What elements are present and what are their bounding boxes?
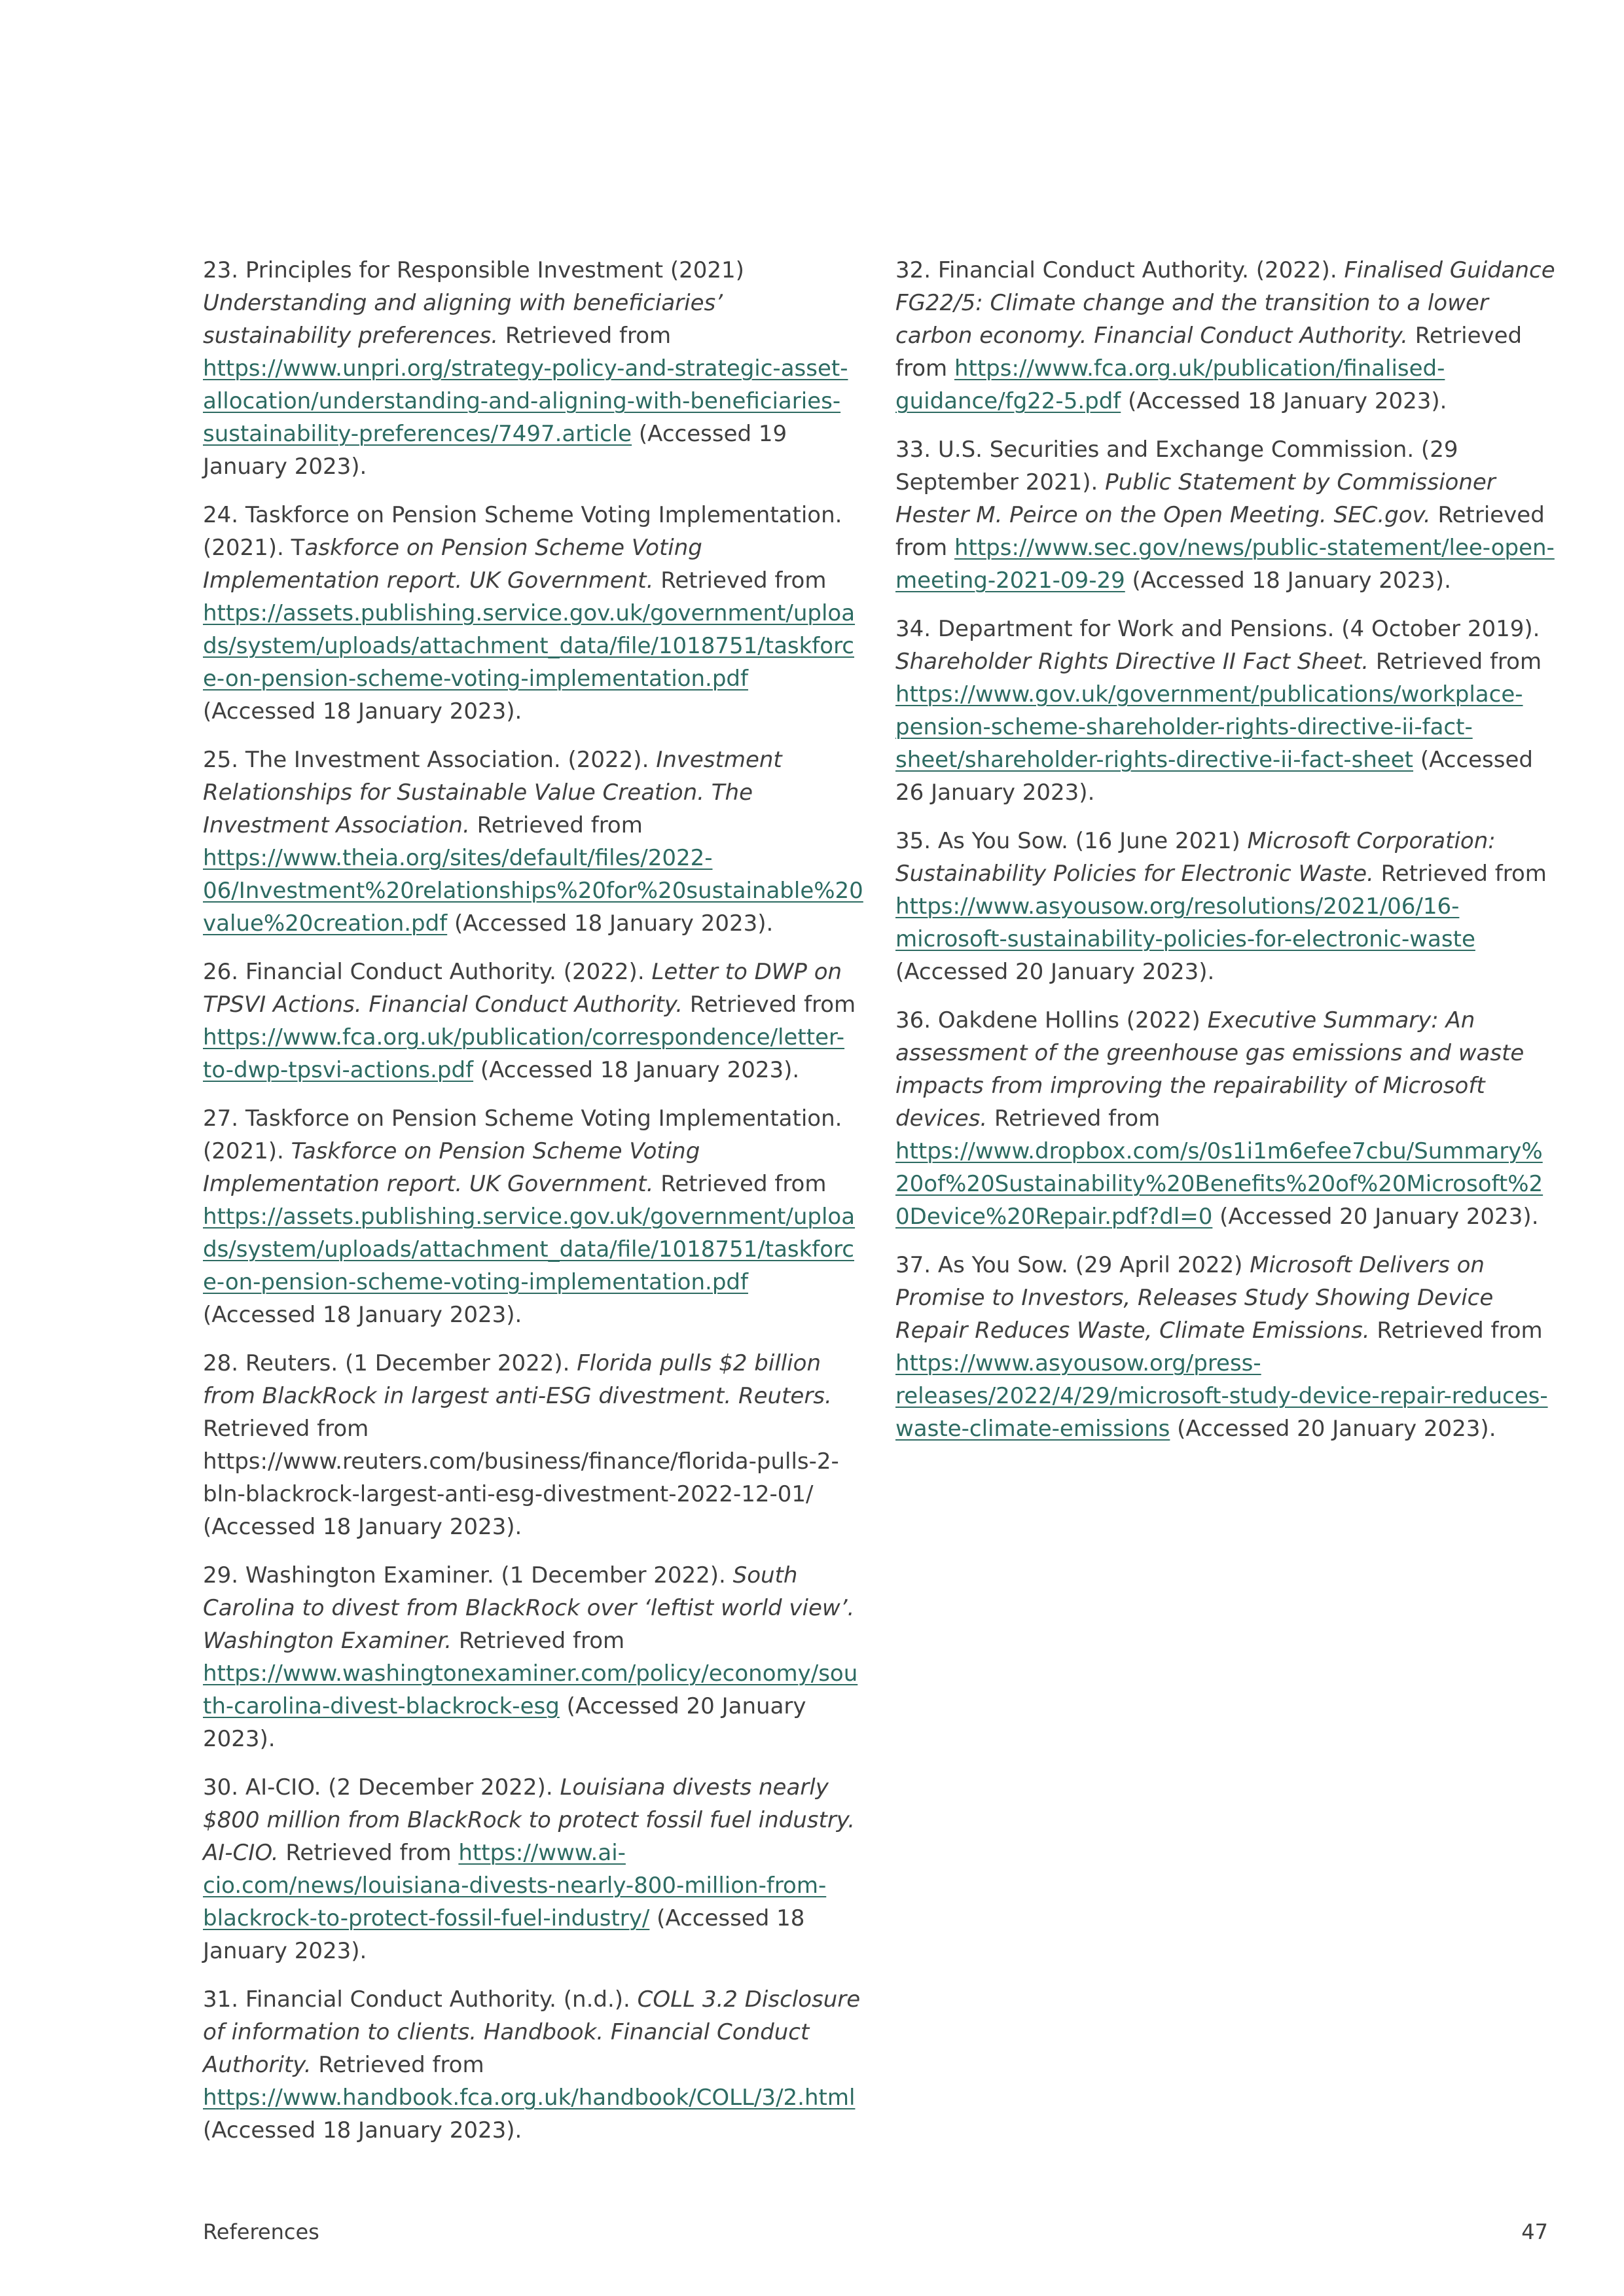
reference-accessed-date: (Accessed 18 January 2023). (203, 1302, 522, 1328)
reference-author-date: 27. Taskforce on Pension Scheme Voting Implementation. (2021). (203, 1105, 842, 1164)
reference-accessed-date: (Accessed 18 January 2023). (473, 1057, 800, 1083)
reference-retrieved-label: Retrieved from (895, 323, 1523, 382)
reference-accessed-date: (Accessed 18 January 2023). (203, 1905, 805, 1964)
reference-entry (895, 433, 1557, 597)
reference-title: Letter to DWP on TPSVI Actions. Financial Conduct Authority. (203, 959, 842, 1018)
reference-accessed-date: (Accessed 20 January 2023). (1212, 1204, 1539, 1230)
reference-title: Louisiana divests nearly $800 million from BlackRock to protect fossil fuel industry. AI-CIO. (203, 1774, 856, 1866)
reference-link[interactable]: https://www.handbook.fca.org.uk/handbook/COLL/3/2.html (203, 2085, 856, 2111)
reference-link[interactable]: https://www.dropbox.com/s/0s1i1m6efee7cbu/Summary%20of%20Sustainability%20Benefits%20of%20Microsoft%20Device%20Repair.pdf?dl=0 (895, 1138, 1543, 1230)
reference-accessed-date: (Accessed 18 January 2023). (203, 698, 522, 725)
reference-link[interactable]: https://www.asyousow.org/press-releases/2022/4/29/microsoft-study-device-repair-reduces-waste-climate-emissions (895, 1350, 1548, 1442)
reference-retrieved-label: Retrieved from (987, 1105, 1161, 1132)
page-number: 47 (1521, 2219, 1548, 2244)
reference-accessed-date: (Accessed 18 January 2023). (203, 2117, 522, 2144)
reference-link[interactable]: https://www.unpri.org/strategy-policy-and-strategic-asset-allocation/understanding-and-aligning-with-beneficiaries-sustainability-preferences/7497.article (203, 355, 848, 447)
reference-entry (203, 1983, 864, 2147)
reference-author-date: 31. Financial Conduct Authority. (n.d.). (203, 1986, 638, 2013)
reference-entry (203, 744, 864, 940)
reference-link[interactable]: https://www.ai-cio.com/news/louisiana-divests-nearly-800-million-from-blackrock-to-protect-fossil-fuel-industry/ (203, 1840, 827, 1931)
reference-author-date: 32. Financial Conduct Authority. (2022). (895, 257, 1344, 283)
reference-title: COLL 3.2 Disclosure of information to clients. Handbook. Financial Conduct Authority. (203, 1986, 861, 2078)
reference-link[interactable]: https://www.fca.org.uk/publication/finalised-guidance/fg22-5.pdf (895, 355, 1445, 414)
reference-retrieved-label: Retrieved from (311, 2052, 484, 2078)
reference-title: Finalised Guidance FG22/5: Climate change and the transition to a lower carbon economy. Financial Conduct Authority. (895, 257, 1555, 349)
reference-entry (203, 1771, 864, 1967)
reference-accessed-date: (Accessed 20 January 2023). (1170, 1416, 1496, 1442)
reference-entry (203, 1102, 864, 1331)
reference-retrieved-label: Retrieved from (683, 992, 856, 1018)
reference-title: Taskforce on Pension Scheme Voting Implementation report. UK Government. (203, 1138, 700, 1197)
reference-entry (203, 1559, 864, 1755)
reference-link[interactable]: https://assets.publishing.service.gov.uk/government/uploads/system/uploads/attachment_data/file/1018751/taskforce-on-pension-scheme-voting-implementation.pdf (203, 1204, 856, 1295)
reference-author-date: 25. The Investment Association. (2022). (203, 747, 657, 773)
reference-entry (203, 254, 864, 483)
reference-accessed-date: (Accessed 18 January 2023). (447, 910, 774, 937)
reference-author-date: 37. As You Sow. (29 April 2022) (895, 1252, 1250, 1278)
reference-title: Microsoft Corporation: Sustainability Policies for Electronic Waste. (895, 828, 1496, 887)
reference-accessed-date: (Accessed 20 January 2023). (895, 959, 1215, 985)
reference-entry (203, 1347, 864, 1543)
reference-accessed-date: (Accessed 18 January 2023). (1121, 388, 1447, 414)
references-left-column (203, 254, 864, 2162)
reference-retrieved-label: Retrieved from (469, 812, 643, 838)
reference-retrieved-label: Retrieved from (1373, 861, 1547, 887)
reference-title: Understanding and aligning with beneficiaries’ sustainability preferences. (203, 290, 723, 349)
reference-entry (895, 1004, 1557, 1233)
reference-author-date: 29. Washington Examiner. (1 December 2022). (203, 1562, 733, 1588)
reference-accessed-date: (Accessed 18 January 2023). (1125, 567, 1451, 594)
reference-retrieved-label: Retrieved from (1369, 1318, 1543, 1344)
reference-retrieved-label: Retrieved from (653, 1171, 827, 1197)
reference-author-date: 30. AI-CIO. (2 December 2022). (203, 1774, 560, 1801)
reference-link[interactable]: https://www.fca.org.uk/publication/correspondence/letter-to-dwp-tpsvi-actions.pdf (203, 1024, 845, 1083)
reference-title: Public Statement by Commissioner Hester M. Peirce on the Open Meeting. SEC.gov. (895, 469, 1496, 528)
reference-accessed-date: (Accessed 26 January 2023). (895, 747, 1533, 806)
reference-title: Microsoft Delivers on Promise to Investors, Releases Study Showing Device Repair Reduces Waste, Climate Emissions. (895, 1252, 1494, 1344)
reference-entry (895, 825, 1557, 988)
reference-title: Executive Summary: An assessment of the greenhouse gas emissions and waste impacts from improving the repairability of Microsoft devices. (895, 1007, 1525, 1132)
reference-link[interactable]: https://www.asyousow.org/resolutions/2021/06/16-microsoft-sustainability-policies-for-electronic-waste (895, 893, 1475, 952)
reference-retrieved-label: Retrieved from https://www.reuters.com/business/finance/florida-pulls-2-bln-blackrock-largest-anti-esg-divestment-2022-12-01/ (Accessed 18 January 2023). (203, 1416, 839, 1540)
reference-title: askforce on Pension Scheme Voting Implementation report. UK Government. (203, 535, 702, 594)
reference-retrieved-label: Retrieved from (1369, 649, 1542, 675)
reference-title: Shareholder Rights Directive II Fact Sheet. (895, 649, 1369, 675)
reference-author-date: 35. As You Sow. (16 June 2021) (895, 828, 1248, 854)
reference-title: South Carolina to divest from BlackRock over ‘leftist world view’. Washington Examiner. (203, 1562, 855, 1654)
reference-author-date: 33. U.S. Securities and Exchange Commission. (29 September 2021). (895, 437, 1458, 495)
reference-accessed-date: (Accessed 20 January 2023). (203, 1693, 806, 1752)
footer-section-title: References (203, 2219, 319, 2244)
reference-author-date: 36. Oakdene Hollins (2022) (895, 1007, 1208, 1033)
reference-entry (203, 956, 864, 1086)
reference-retrieved-label: Retrieved from (278, 1840, 459, 1866)
reference-title: Florida pulls $2 billion from BlackRock in largest anti-ESG divestment. Reuters. (203, 1350, 832, 1409)
reference-author-date: 34. Department for Work and Pensions. (4 October 2019). (895, 616, 1540, 642)
reference-entry (895, 1249, 1557, 1445)
references-right-column (895, 254, 1557, 1461)
reference-author-date: 23. Principles for Responsible Investment (2021) (203, 257, 744, 283)
reference-retrieved-label: Retrieved from (452, 1628, 625, 1654)
reference-author-date: 26. Financial Conduct Authority. (2022). (203, 959, 652, 985)
reference-author-date: 28. Reuters. (1 December 2022). (203, 1350, 577, 1376)
reference-entry (203, 499, 864, 728)
reference-retrieved-label: Retrieved from (653, 567, 827, 594)
reference-link[interactable]: https://assets.publishing.service.gov.uk/government/uploads/system/uploads/attachment_data/file/1018751/taskforce-on-pension-scheme-voting-implementation.pdf (203, 600, 856, 692)
reference-link[interactable]: https://www.sec.gov/news/public-statement/lee-open-meeting-2021-09-29 (895, 535, 1555, 594)
reference-link[interactable]: https://www.gov.uk/government/publications/workplace-pension-scheme-shareholder-rights-directive-ii-fact-sheet/shareholder-rights-directive-ii-fact-sheet (895, 681, 1523, 773)
reference-author-date: 24. Taskforce on Pension Scheme Voting Implementation. (2021). T (203, 502, 842, 561)
reference-entry (895, 254, 1557, 418)
reference-link[interactable]: https://www.washingtonexaminer.com/policy/economy/south-carolina-divest-blackrock-esg (203, 1660, 858, 1719)
reference-title: Investment Relationships for Sustainable Value Creation. The Investment Association. (203, 747, 782, 838)
reference-accessed-date: (Accessed 19 January 2023). (203, 421, 787, 480)
reference-retrieved-label: Retrieved from (895, 502, 1545, 561)
reference-entry (895, 613, 1557, 809)
reference-retrieved-label: Retrieved from (498, 323, 672, 349)
reference-link[interactable]: https://www.theia.org/sites/default/files/2022-06/Investment%20relationships%20for%20sustainable%20value%20creation.pdf (203, 845, 863, 937)
